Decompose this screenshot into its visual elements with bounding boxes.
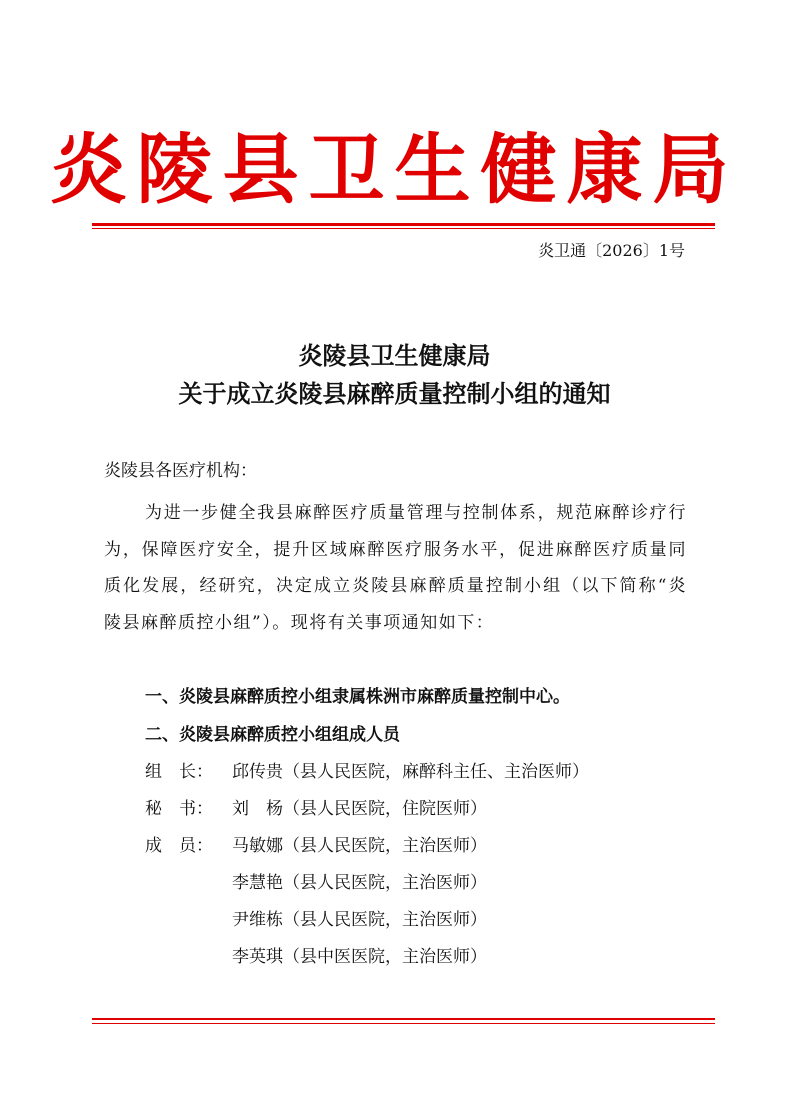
document-number: 炎卫通〔2026〕1号 <box>538 241 685 260</box>
member-entry: 李英琪（县中医医院，主治医师） <box>232 947 487 967</box>
member-role-label: 组 长： <box>145 762 213 782</box>
masthead-rule-thick <box>92 223 715 226</box>
document-title-line1: 炎陵县卫生健康局 <box>298 341 491 370</box>
member-entry: 李慧艳（县人民医院，主治医师） <box>232 873 487 893</box>
document-title-line2: 关于成立炎陵县麻醉质量控制小组的通知 <box>178 379 611 408</box>
body-paragraph: 为进一步健全我县麻醉医疗质量管理与控制体系，规范麻醉诊疗行为，保障医疗安全，提升区域麻醉医疗服务水平，促进麻醉医疗质量同质化发展，经研究，决定成立炎陵县麻醉质量控制小组（以下简称“炎陵县麻醉质控小组”）。现将有关事项通知如下： <box>104 503 687 633</box>
member-role-label: 秘 书： <box>145 799 213 819</box>
member-row-member <box>145 832 487 860</box>
member-row-member <box>145 943 487 971</box>
member-entry: 刘 杨（县人民医院，住院医师） <box>232 799 487 819</box>
salutation: 炎陵县各医疗机构： <box>104 461 257 481</box>
member-role-label: 成 员： <box>145 836 213 856</box>
member-row-secretary <box>145 795 487 823</box>
member-entry: 邱传贵（县人民医院，麻醉科主任、主治医师） <box>232 762 589 782</box>
member-entry: 马敏娜（县人民医院，主治医师） <box>232 836 487 856</box>
masthead-agency-title: 炎陵县卫生健康局 <box>50 125 739 214</box>
masthead-rule-thin <box>92 228 715 229</box>
member-entry: 尹维栋（县人民医院，主治医师） <box>232 910 487 930</box>
footer-rule-thin <box>92 1023 715 1024</box>
section-heading-1: 一、炎陵县麻醉质控小组隶属株洲市麻醉质量控制中心。 <box>145 687 570 707</box>
member-row-member <box>145 869 487 897</box>
member-row-leader <box>145 758 589 786</box>
member-row-member <box>145 906 487 934</box>
section-heading-2: 二、炎陵县麻醉质控小组组成人员 <box>145 725 400 745</box>
footer-rule-thick <box>92 1018 715 1020</box>
